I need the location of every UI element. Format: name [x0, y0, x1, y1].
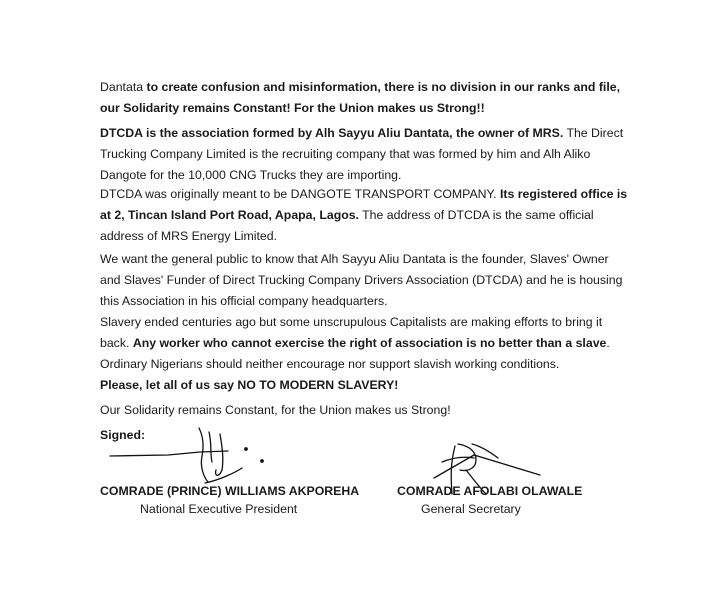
- paragraph-5-text-b: Any worker who cannot exercise the right of association is no better than a slave: [132, 336, 607, 350]
- signatory-2-name: COMRADE AFOLABI OLAWALE: [397, 484, 583, 498]
- paragraph-1-text-a: Dantata: [100, 80, 147, 94]
- paragraph-1-text-b: to create confusion and misinformation, there is no division in our ranks and file, our Solidarity remains Constant! For the Union makes us Strong!!: [100, 80, 621, 115]
- paragraph-3-text-c: The address of DTCDA is the same official address of MRS Energy Limited.: [100, 208, 594, 243]
- paragraph-3-text-a: DTCDA was originally meant to be DANGOTE TRANSPORT COMPANY.: [100, 187, 500, 201]
- signatory-1-name: COMRADE (PRINCE) WILLIAMS AKPOREHA: [100, 484, 360, 498]
- signatory-1-title: National Executive President: [140, 502, 298, 516]
- paragraph-2-text-a: DTCDA is the association formed by Alh Sayyu Aliu Dantata, the owner of MRS.: [100, 126, 564, 140]
- signatory-2-title: General Secretary: [421, 502, 521, 516]
- signed-label: Signed:: [100, 428, 146, 442]
- paragraph-6: Please, let all of us say NO TO MODERN SLAVERY!: [100, 378, 399, 392]
- signature-1-icon: [110, 428, 263, 483]
- paragraph-5-text-a: Slavery ended centuries ago but some unscrupulous Capitalists are making efforts to bring it back.: [100, 315, 603, 350]
- paragraph-5-text-c: . Ordinary Nigerians should neither encourage nor support slavish working conditions.: [100, 336, 610, 371]
- paragraph-7: Our Solidarity remains Constant, for the Union makes us Strong!: [100, 403, 451, 417]
- paragraph-2-text-b: The Direct Trucking Company Limited is the recruiting company that was formed by him and Alh Aliko Dangote for the 10,000 CNG Trucks they are importing.: [100, 126, 624, 182]
- paragraph-4: We want the general public to know that Alh Sayyu Aliu Dantata is the founder, Slaves' Owner and Slaves' Funder of Direct Trucking Company Drivers Association (DTCDA) and he is housing this Association in his official company headquarters.: [100, 252, 623, 308]
- paragraph-3-text-b: Its registered office is at 2, Tincan Island Port Road, Apapa, Lagos.: [100, 187, 628, 222]
